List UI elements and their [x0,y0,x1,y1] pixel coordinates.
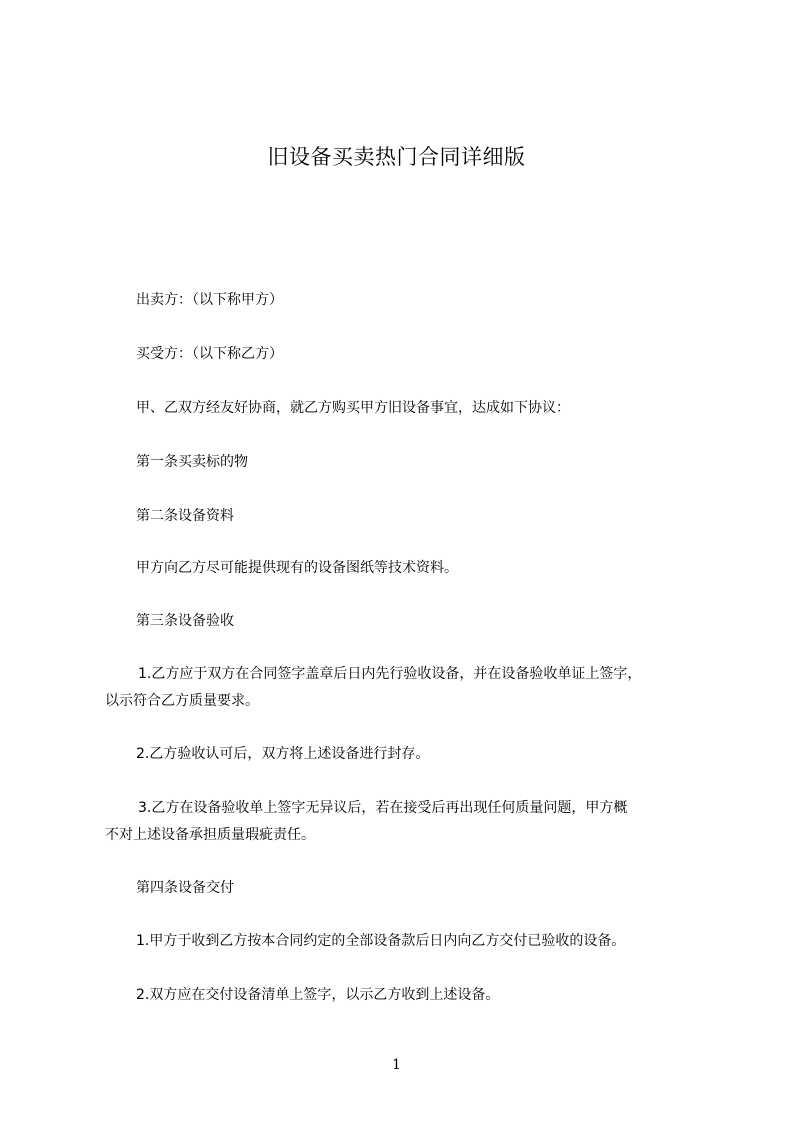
seller-line: 出卖方：（以下称甲方） [136,292,283,308]
article-3-item-2: 2.乙方验收认可后，双方将上述设备进行封存。 [136,746,430,762]
article-2-text: 甲方向乙方尽可能提供现有的设备图纸等技术资料。 [136,560,458,576]
article-3-heading: 第三条设备验收 [136,613,234,629]
document-title: 旧设备买卖热门合同详细版 [267,145,526,169]
article-3-item-1: 1.乙方应于双方在合同签字盖章后日内先行验收设备，并在设备验收单证上签字， [138,666,642,682]
article-3-item-3-cont: 不对上述设备承担质量瑕疵责任。 [105,827,315,843]
article-1-heading: 第一条买卖标的物 [136,454,248,470]
article-3-item-1-cont: 以示符合乙方质量要求。 [105,693,259,709]
article-3-item-3: 3.乙方在设备验收单上签字无异议后，若在接受后再出现任何质量问题，甲方概 [138,800,628,816]
article-4-heading: 第四条设备交付 [136,880,234,896]
article-4-item-2: 2.双方应在交付设备清单上签字，以示乙方收到上述设备。 [136,987,500,1003]
buyer-line: 买受方：（以下称乙方） [136,346,283,362]
article-2-heading: 第二条设备资料 [136,508,234,524]
page-number: 1 [392,1057,401,1073]
agreement-intro: 甲、乙双方经友好协商，就乙方购买甲方旧设备事宜，达成如下协议： [136,400,570,416]
article-4-item-1: 1.甲方于收到乙方按本合同约定的全部设备款后日内向乙方交付已验收的设备。 [136,933,626,949]
